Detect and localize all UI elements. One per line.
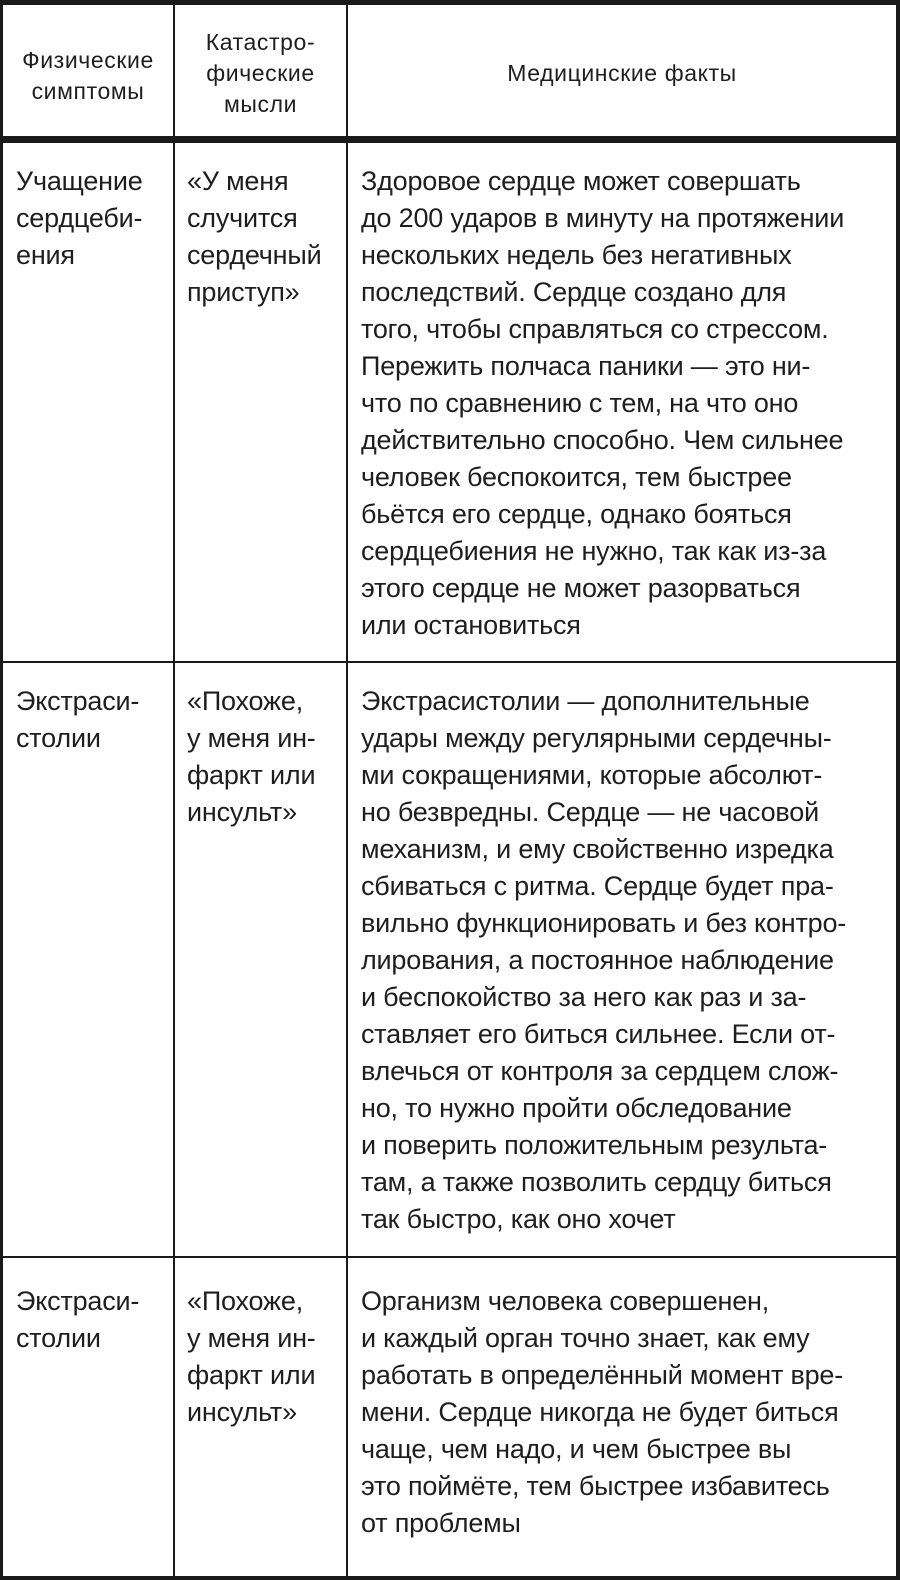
- text-line: удары между регулярными сердечны-: [361, 723, 832, 753]
- text-line: сердцеби-: [16, 203, 143, 233]
- column-divider: [173, 0, 175, 1580]
- row3-symptom-cell: [16, 1283, 171, 1357]
- text-line: от проблемы: [361, 1508, 521, 1538]
- text-line: это поймёте, тем быстрее избавитесь: [361, 1471, 830, 1501]
- text-line: влечься от контроля за сердцем слож-: [361, 1056, 839, 1086]
- text-line: «Похоже,: [187, 1286, 304, 1316]
- text-line: до 200 ударов в минуту на протяжении: [361, 203, 845, 233]
- row3-thought-cell: [187, 1283, 345, 1431]
- text-line: что по сравнению с тем, на что оно: [361, 388, 799, 418]
- text-line: последствий. Сердце создано для: [361, 277, 787, 307]
- text-line: фаркт или: [187, 760, 316, 790]
- text-line: но, то нужно пройти обследование: [361, 1093, 792, 1123]
- text-line: лирования, а постоянное наблюдение: [361, 945, 834, 975]
- text-line: сердечный: [187, 240, 322, 270]
- row-divider: [0, 661, 900, 663]
- header-cell-symptoms: [3, 45, 173, 107]
- text-line: Пережить полчаса паники — это ни-: [361, 351, 811, 381]
- text-line: Экстрасистолии — дополнительные: [361, 686, 810, 716]
- row-divider: [0, 1256, 900, 1258]
- row2-thought-cell: [187, 683, 345, 831]
- text-line: вильно функционировать и без контро-: [361, 908, 847, 938]
- header-line: фические: [206, 60, 315, 86]
- text-line: Учащение: [16, 166, 143, 196]
- text-line: сбиваться с ритма. Сердце будет пра-: [361, 871, 834, 901]
- text-line: человек беспокоится, тем быстрее: [361, 462, 792, 492]
- text-line: инсульт»: [187, 797, 297, 827]
- text-line: у меня ин-: [187, 1323, 316, 1353]
- text-line: бьётся его сердце, однако бояться: [361, 499, 792, 529]
- text-line: так быстро, как оно хочет: [361, 1204, 676, 1234]
- text-line: Организм человека совершенен,: [361, 1286, 770, 1316]
- text-line: столии: [16, 1323, 101, 1353]
- text-line: ения: [16, 240, 75, 270]
- text-line: механизм, и ему свойственно изредка: [361, 834, 834, 864]
- table-top-border: [0, 0, 900, 5]
- header-cell-thoughts: [175, 27, 346, 120]
- row1-symptom-cell: [16, 163, 171, 274]
- header-line: Физические: [22, 47, 154, 73]
- text-line: Экстраси-: [16, 686, 140, 716]
- text-line: у меня ин-: [187, 723, 316, 753]
- text-line: инсульт»: [187, 1397, 297, 1427]
- text-line: и каждый орган точно знает, как ему: [361, 1323, 810, 1353]
- text-line: сердцебиения не нужно, так как из-за: [361, 536, 827, 566]
- text-line: и беспокойство за него как раз и за-: [361, 982, 807, 1012]
- row2-facts-cell: [361, 683, 894, 1238]
- row1-thought-cell: [187, 163, 345, 311]
- header-cell-facts: [348, 58, 896, 89]
- text-line: Экстраси-: [16, 1286, 140, 1316]
- text-line: чаще, чем надо, и чем быстрее вы: [361, 1434, 792, 1464]
- column-divider: [346, 0, 348, 1580]
- text-line: приступ»: [187, 277, 300, 307]
- row1-facts-cell: [361, 163, 894, 644]
- text-line: столии: [16, 723, 101, 753]
- text-line: мени. Сердце никогда не будет биться: [361, 1397, 839, 1427]
- text-line: случится: [187, 203, 298, 233]
- header-line: Катастро-: [205, 29, 316, 55]
- text-line: фаркт или: [187, 1360, 316, 1390]
- text-line: ми сокращениями, которые абсолют-: [361, 760, 823, 790]
- header-line: симптомы: [31, 78, 145, 104]
- text-line: «У меня: [187, 166, 289, 196]
- header-line: мысли: [223, 91, 298, 117]
- row2-symptom-cell: [16, 683, 171, 757]
- text-line: «Похоже,: [187, 686, 304, 716]
- text-line: того, чтобы справляться со стрессом.: [361, 314, 829, 344]
- table-left-border: [0, 0, 3, 1580]
- text-line: нескольких недель без негативных: [361, 240, 792, 270]
- header-bottom-border: [0, 136, 900, 143]
- text-line: там, а также позволить сердцу биться: [361, 1167, 832, 1197]
- table-bottom-border: [0, 1576, 900, 1580]
- text-line: Здоровое сердце может совершать: [361, 166, 801, 196]
- text-line: и поверить положительным результа-: [361, 1130, 828, 1160]
- text-line: работать в определённый момент вре-: [361, 1360, 844, 1390]
- header-line: Медицинские факты: [507, 60, 737, 86]
- text-line: этого сердце не может разорваться: [361, 573, 801, 603]
- table-right-border: [896, 0, 900, 1580]
- text-line: ставляет его биться сильнее. Если от-: [361, 1019, 836, 1049]
- text-line: или остановиться: [361, 610, 581, 640]
- text-line: но безвредны. Сердце — не часовой: [361, 797, 819, 827]
- text-line: действительно способно. Чем сильнее: [361, 425, 844, 455]
- row3-facts-cell: [361, 1283, 894, 1542]
